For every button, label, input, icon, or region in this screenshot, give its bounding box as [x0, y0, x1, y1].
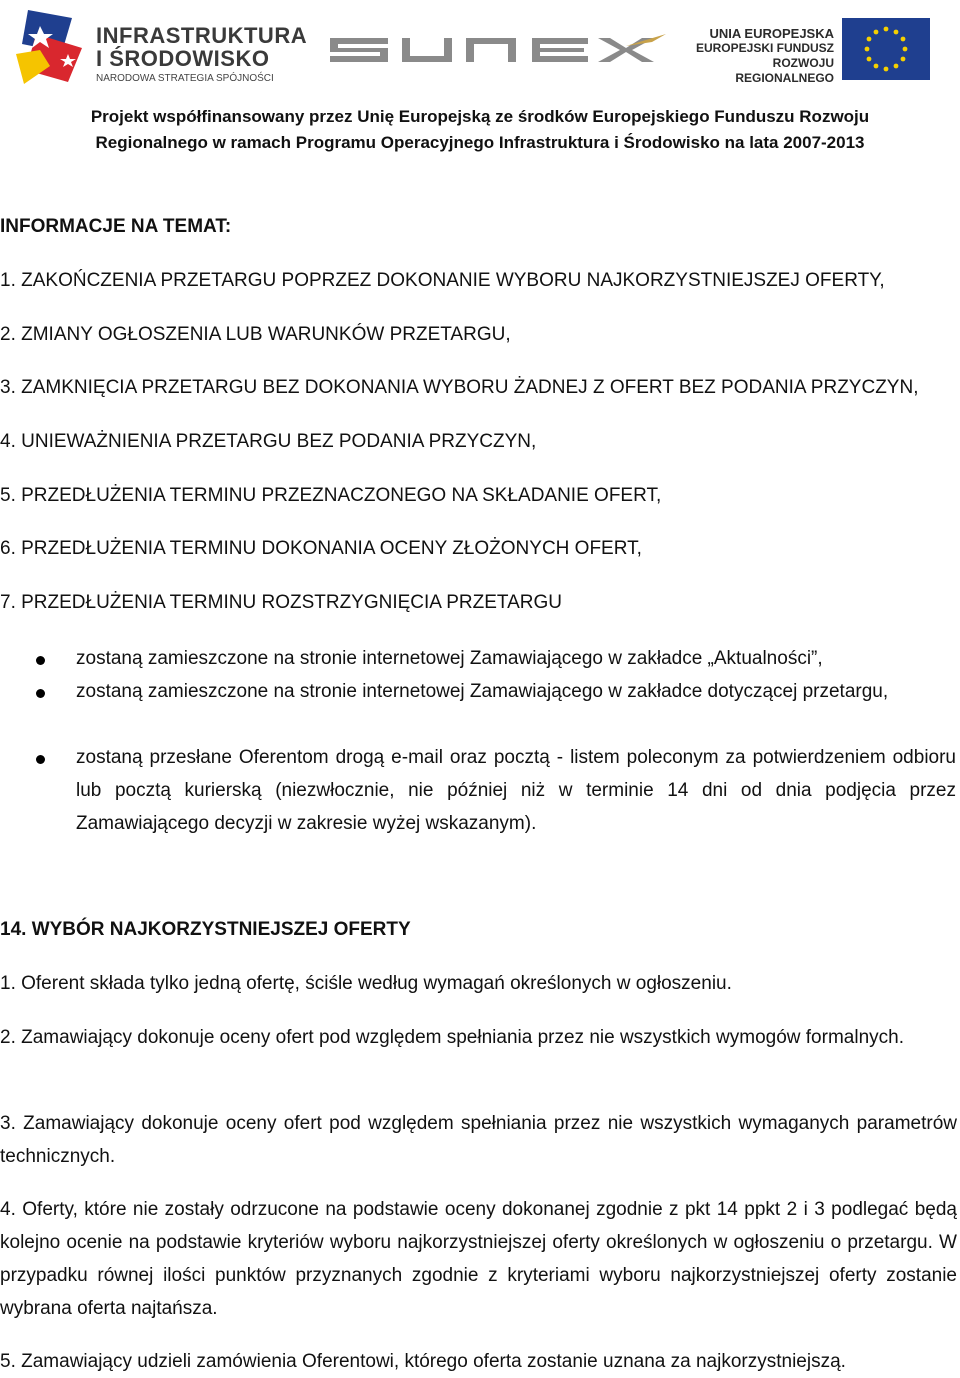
bullet-icon [36, 656, 45, 665]
bullet-item-3: zostaną przesłane Oferentom drogą e-mail oraz pocztą - listem poleconym za potwierdzeniem odbioru lub pocztą kurierską (niezwłocznie, nie później niż w terminie 14 dni od dnia podjęcia przez Zamawiającego decyzji w zakresie wyżej wskazanym). [76, 747, 956, 834]
sunex-wordmark-icon [326, 28, 670, 70]
info-heading: INFORMACJE NA TEMAT: [0, 216, 232, 237]
eu-flag-emblem-icon [10, 4, 92, 90]
eu-logo-line1: UNIA EUROPEJSKA [709, 26, 834, 41]
section-14-paragraph-1: 1. Oferent składa tylko jedną ofertę, ściśle według wymagań określonych w ogłoszeniu. [0, 973, 732, 994]
header-logos [0, 0, 960, 100]
infrastruktura-srodowisko-logo [10, 4, 308, 90]
eu-logo-line2: EUROPEJSKI FUNDUSZ [695, 41, 834, 55]
section-14-heading: 14. WYBÓR NAJKORZYSTNIEJSZEJ OFERTY [0, 919, 411, 940]
logo-subtitle: NARODOWA STRATEGIA SPÓJNOŚCI [96, 73, 274, 84]
info-item-3: 3. ZAMKNIĘCIA PRZETARGU BEZ DOKONANIA WYBORU ŻADNEJ Z OFERT BEZ PODANIA PRZYCZYN, [0, 377, 919, 398]
logo-title-line2: I ŚRODOWISKO [96, 46, 270, 71]
section-14-paragraph-4: 4. Oferty, które nie zostały odrzucone na podstawie oceny dokonanej zgodnie z pkt 14 ppkt 2 i 3 podlegać będą kolejno ocenie na podstawie kryteriów wyboru najkorzystniejszej oferty określonych w ogłoszeniu o przetargu. W przypadku równej ilości punktów przyznanych zgodnie z kryteriami wyboru najkorzystniejszej oferty zostanie wybrana oferta najtańsza. [0, 1199, 957, 1319]
bullet-icon [36, 689, 45, 698]
section-14-paragraph-5: 5. Zamawiający udzieli zamówienia Oferentowi, którego oferta zostanie uznana za najkorzystniejszą. [0, 1351, 846, 1372]
bullet-item-1: zostaną zamieszczone na stronie internetowej Zamawiającego w zakładce „Aktualności”, [76, 648, 823, 669]
eu-flag-icon [842, 18, 930, 80]
section-14-paragraph-2: 2. Zamawiający dokonuje oceny ofert pod względem spełniania przez nie wszystkich wymogów formalnych. [0, 1027, 904, 1048]
info-item-1: 1. ZAKOŃCZENIA PRZETARGU POPRZEZ DOKONANIE WYBORU NAJKORZYSTNIEJSZEJ OFERTY, [0, 270, 885, 291]
bullet-item-2: zostaną zamieszczone na stronie internetowej Zamawiającego w zakładce dotyczącej przetargu, [76, 681, 889, 702]
eu-fund-logo [680, 16, 940, 85]
info-item-7: 7. PRZEDŁUŻENIA TERMINU ROZSTRZYGNIĘCIA PRZETARGU [0, 592, 562, 613]
funding-line1: Projekt współfinansowany przez Unię Europejską ze środków Europejskiego Funduszu Rozwoju [90, 107, 870, 126]
info-item-2: 2. ZMIANY OGŁOSZENIA LUB WARUNKÓW PRZETARGU, [0, 324, 511, 345]
section-14-paragraph-3: 3. Zamawiający dokonuje oceny ofert pod względem spełniania przez nie wszystkich wymaganych parametrów technicznych. [0, 1113, 957, 1167]
info-item-6: 6. PRZEDŁUŻENIA TERMINU DOKONANIA OCENY ZŁOŻONYCH OFERT, [0, 538, 642, 559]
eu-logo-line3: ROZWOJU REGIONALNEGO [735, 56, 834, 85]
info-item-5: 5. PRZEDŁUŻENIA TERMINU PRZEZNACZONEGO NA SKŁADANIE OFERT, [0, 485, 662, 506]
funding-line2: Regionalnego w ramach Programu Operacyjnego Infrastruktura i Środowisko na lata 2007-2013 [95, 133, 865, 152]
info-item-4: 4. UNIEWAŻNIENIA PRZETARGU BEZ PODANIA PRZYCZYN, [0, 431, 537, 452]
sunex-logo [326, 28, 670, 75]
logo-title-line1: INFRASTRUKTURA [96, 23, 308, 48]
bullet-icon [36, 755, 45, 764]
funding-statement [0, 104, 960, 156]
